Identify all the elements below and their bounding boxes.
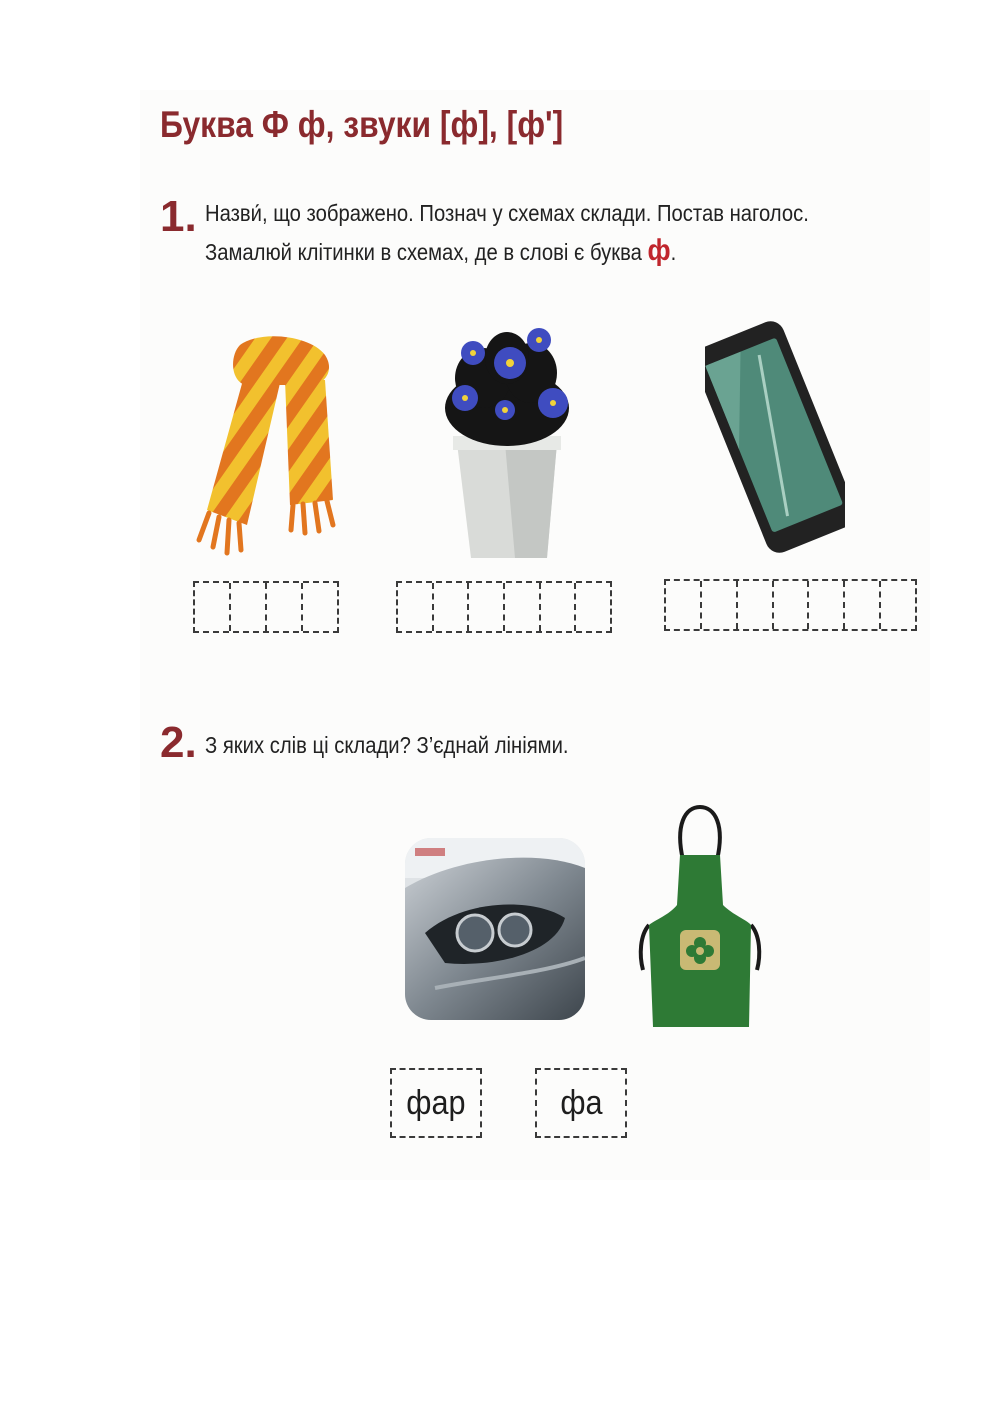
scheme-cell[interactable] — [505, 583, 541, 631]
syllable-card-fa[interactable] — [535, 1068, 627, 1138]
task-1-instruction-line-1: Назви́, що зображено. Познач у схемах склади. Постав наголос. — [205, 200, 809, 226]
scheme-cell[interactable] — [702, 581, 738, 629]
scarf-scheme[interactable] — [193, 581, 339, 633]
scheme-cell[interactable] — [231, 583, 267, 631]
scheme-cell[interactable] — [469, 583, 505, 631]
scheme-cell[interactable] — [398, 583, 434, 631]
apron-icon — [635, 805, 765, 1030]
scheme-cell[interactable] — [541, 583, 577, 631]
syllable-text: фар — [406, 1083, 466, 1122]
scheme-cell[interactable] — [881, 581, 915, 629]
page-title: Буква Ф ф, звуки [ф], [ф'] — [160, 104, 564, 145]
flower-pot-scheme[interactable] — [396, 581, 612, 633]
task-1-number: 1. — [160, 192, 197, 241]
scheme-cell[interactable] — [845, 581, 881, 629]
car-headlight-image — [405, 838, 585, 1020]
scheme-cell[interactable] — [666, 581, 702, 629]
syllable-text: фа — [559, 1083, 603, 1122]
scheme-cell[interactable] — [434, 583, 470, 631]
scarf-icon — [185, 325, 345, 560]
scheme-cell[interactable] — [738, 581, 774, 629]
scheme-cell[interactable] — [195, 583, 231, 631]
flower-pot-icon — [435, 318, 580, 563]
scheme-cell[interactable] — [267, 583, 303, 631]
highlighted-letter: ф — [647, 234, 671, 267]
task-1-line-2-text: Замалюй клітинки в схемах, де в слові є буква — [205, 239, 642, 265]
task-2-instruction: З яких слів ці склади? З’єднай лініями. — [205, 732, 569, 758]
smartphone-icon — [705, 315, 845, 560]
scheme-cell[interactable] — [774, 581, 810, 629]
task-2-number: 2. — [160, 718, 197, 767]
smartphone-scheme[interactable] — [664, 579, 917, 631]
scheme-cell[interactable] — [809, 581, 845, 629]
task-1-instruction-line-2 — [205, 232, 676, 271]
task-1-line-2-period: . — [670, 239, 677, 265]
scheme-cell[interactable] — [576, 583, 610, 631]
syllable-card-far[interactable] — [390, 1068, 482, 1138]
scheme-cell[interactable] — [303, 583, 337, 631]
